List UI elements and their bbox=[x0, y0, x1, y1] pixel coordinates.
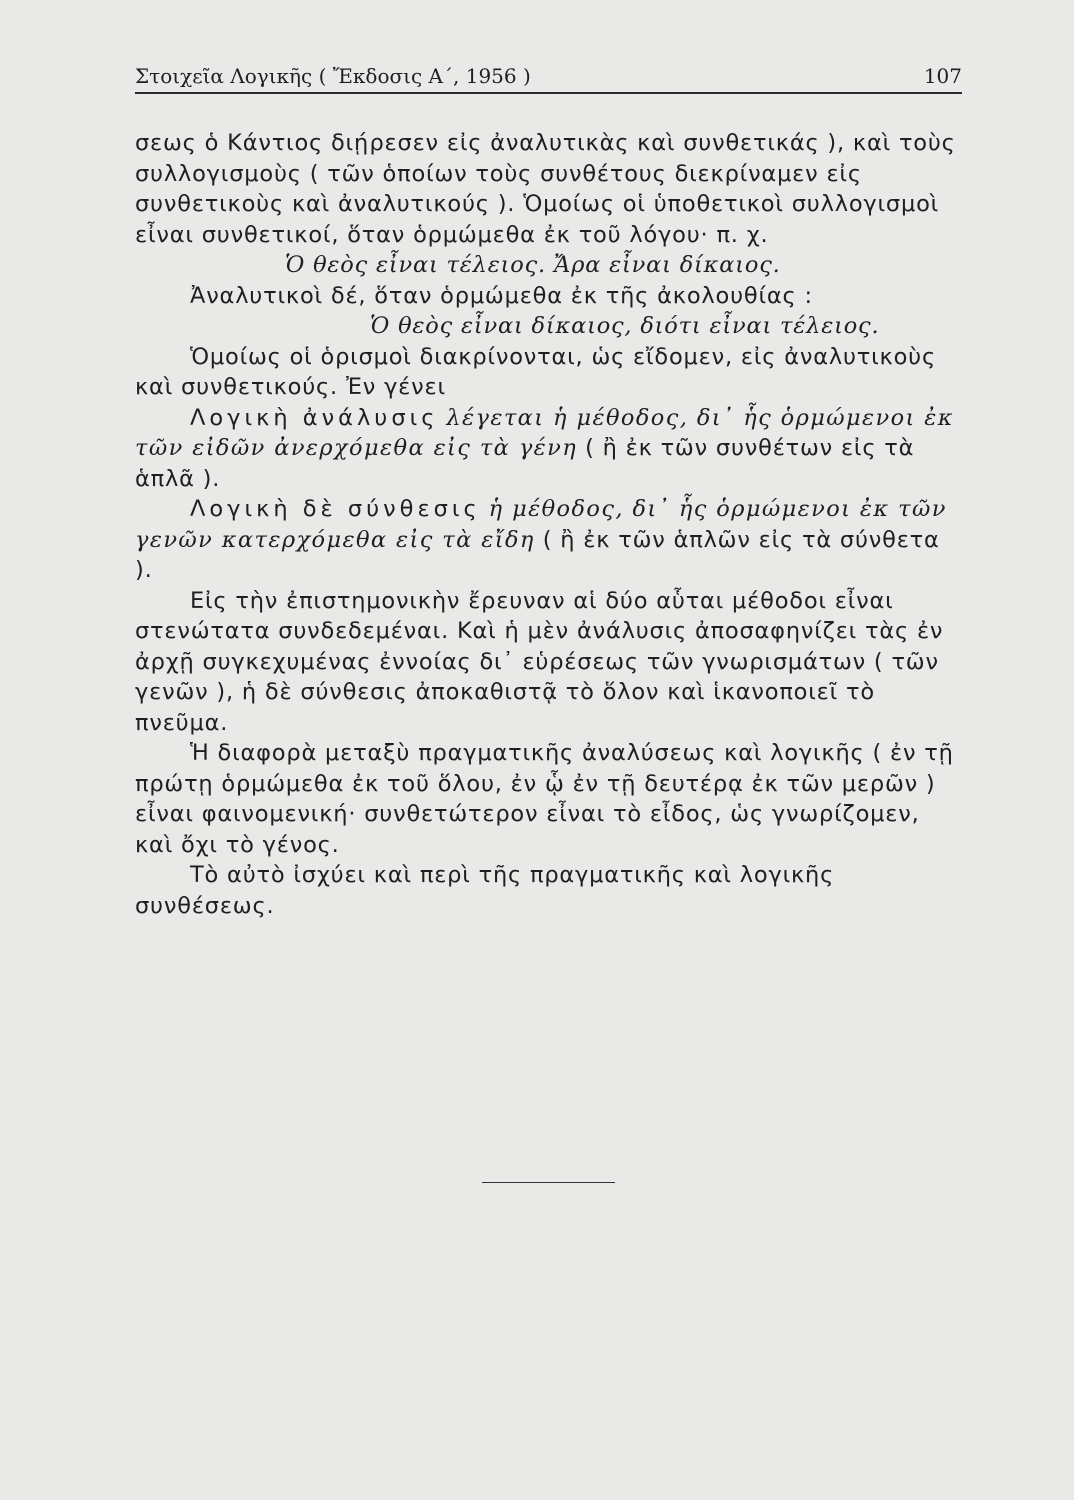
paragraph: Ἡ διαφορὰ μεταξὺ πραγματικῆς ἀναλύσεως καὶ λογικῆς ( ἐν τῇ πρώτῃ ὁρμώμεθα ἐκ τοῦ ὅλου, ἐν ᾧ ἐν τῇ δευτέρᾳ ἐκ τῶν μερῶν ) εἶναι φαινομενική· συνθετώτερον εἶναι τὸ εἶδος, ὡς γνωρίζομεν, καὶ ὄχι τὸ γένος. bbox=[135, 740, 954, 858]
paragraph: Ὁμοίως οἱ ὁρισμοὶ διακρίνονται, ὡς εἴδομεν, εἰς ἀναλυτικοὺς καὶ συνθετικούς. Ἐν γένει bbox=[135, 343, 937, 400]
definition-note: ( ἢ ἐκ τῶν ἁπλῶν εἰς τὰ σύνθετα ). bbox=[135, 526, 940, 583]
definition-analysis bbox=[135, 403, 962, 495]
paragraph: σεως ὁ Κάντιος διῄρεσεν εἰς ἀναλυτικὰς καὶ συνθετικάς ), καὶ τοὺς συλλογισμοὺς ( τῶν ὁποίων τοὺς συνθέτους διεκρίναμεν εἰς συνθετικοὺς καὶ ἀναλυτικούς ). Ὁμοίως οἱ ὑποθετικοὶ συλλογισμοὶ εἶναι συνθετικοί, ὅταν ὁρμώμεθα ἐκ τοῦ λόγου· π. χ. bbox=[135, 130, 956, 248]
example-line: Ὁ θεὸς εἶναι δίκαιος, διότι εἶναι τέλειος. bbox=[370, 313, 880, 339]
term-synthesis: Λογικὴ δὲ σύνθεσις bbox=[190, 496, 481, 522]
definition-text: ἡ μέθοδος, δι᾽ ἧς ὁρμώμενοι ἐκ τῶν γενῶν κατερχόμεθα εἰς τὰ εἴδη bbox=[135, 496, 947, 553]
paragraph: Εἰς τὴν ἐπιστημονικὴν ἔρευναν αἱ δύο αὗται μέθοδοι εἶναι στενώτατα συνδεδεμέναι. Καὶ ἡ μὲν ἀνάλυσις ἀποσαφηνίζει τὰς ἐν ἀρχῇ συγκεχυμένας ἐννοίας δι᾽ εὑρέσεως τῶν γνωρισμάτων ( τῶν γενῶν ), ἡ δὲ σύνθεσις ἀποκαθιστᾷ τὸ ὅλον καὶ ἱκανοποιεῖ τὸ πνεῦμα. bbox=[135, 587, 944, 736]
definition-synthesis bbox=[135, 494, 962, 586]
end-rule bbox=[482, 1182, 615, 1183]
definition-text: λέγεται ἡ μέθοδος, δι᾽ ἧς ὁρμώμενοι ἐκ τῶν εἰδῶν ἀνερχόμεθα εἰς τὰ γένη bbox=[135, 404, 954, 461]
page-number: 107 bbox=[923, 64, 962, 88]
definition-note: ( ἢ ἐκ τῶν συνθέτων εἰς τὰ ἁπλᾶ ). bbox=[135, 435, 915, 492]
header-title: Στοιχεῖα Λογικῆς ( Ἔκδοσις Α΄, 1956 ) bbox=[135, 64, 531, 88]
term-analysis: Λογικὴ ἀνάλυσις bbox=[190, 404, 439, 431]
paragraph: Τὸ αὐτὸ ἰσχύει καὶ περὶ τῆς πραγματικῆς καὶ λογικῆς συνθέσεως. bbox=[135, 862, 835, 919]
running-header bbox=[135, 62, 962, 94]
paragraph: Ἀναλυτικοὶ δέ, ὅταν ὁρμώμεθα ἐκ τῆς ἀκολουθίας : bbox=[190, 282, 813, 309]
main-text bbox=[135, 128, 962, 921]
example-line: Ὁ θεὸς εἶναι τέλειος. Ἄρα εἶναι δίκαιος. bbox=[285, 252, 781, 278]
